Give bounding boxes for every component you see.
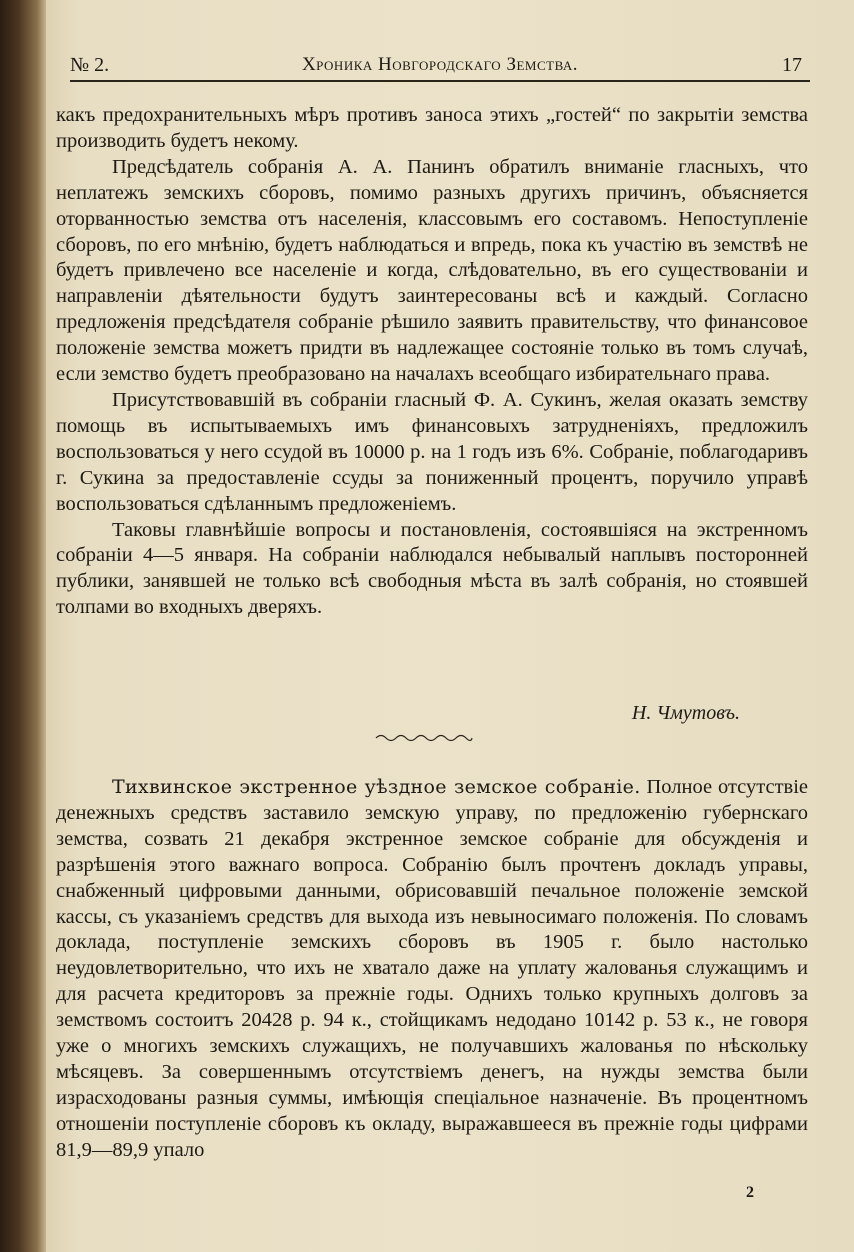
article-tikhvin xyxy=(56,775,808,1164)
section-divider-ornament xyxy=(374,728,474,748)
paragraph: Предсѣдатель собранія А. А. Панинъ обратилъ вниманіе гласныхъ, что неплатежъ земскихъ сборовъ, помимо разныхъ другихъ причинъ, объясняется оторванностью земства отъ населенія, классовымъ его составомъ. Непоступленіе сборовъ, по его мнѣнію, будетъ наблюдаться и впредь, пока къ участію въ земствѣ не будетъ привлечено все населеніе и когда, слѣдовательно, въ его существованіи и направленіи дѣятельности будутъ заинтересованы всѣ и каждый. Согласно предложенія предсѣдателя собраніе рѣшило заявить правительству, что финансовое положеніе земства можетъ придти въ надлежащее состояніе только въ томъ случаѣ, если земство будетъ преобразовано на началахъ всеобщаго избирательнаго права. xyxy=(56,155,808,386)
running-header xyxy=(70,50,810,82)
book-spine-shadow xyxy=(0,0,46,1252)
article-text: Полное отсутствіе денежныхъ средствъ заставило земскую управу, по предложенію губернскаго земства, созвать 21 декабря экстренное земское собраніе для обсужденія и разрѣшенія этого важнаго вопроса. Собранію былъ прочтенъ докладъ управы, снабженный цифровыми данными, обрисовавшій печальное положеніе земской кассы, съ указаніемъ средствъ для выхода изъ невыносимаго положенія. По словамъ доклада, поступленіе земскихъ сборовъ въ 1905 г. было настолько неудовлетворительно, что ихъ не хватало даже на уплату жалованья служащимъ и для расчета кредиторовъ за прежніе годы. Однихъ только крупныхъ долговъ за земствомъ состоитъ 20428 р. 94 к., стойщикамъ недодано 10142 р. 53 к., не говоря уже о многихъ земскихъ служащихъ, не получавшихъ жалованья по нѣскольку мѣсяцевъ. За совершеннымъ отсутствіемъ денегъ, на нужды земства были израсходованы разныя суммы, имѣющія спеціальное назначеніе. Въ процентномъ отношеніи поступленіе сборовъ къ окладу, выражавшееся въ прежніе годы цифрами 81,9—89,9 упало xyxy=(56,776,808,1161)
paragraph xyxy=(56,775,808,1164)
issue-number: № 2. xyxy=(70,54,110,76)
article-heading: Тихвинское экстренное уѣздное земское собраніе. xyxy=(112,776,641,798)
page-number: 17 xyxy=(782,54,802,76)
paragraph: какъ предохранительныхъ мѣръ противъ заноса этихъ „гостей“ по закрытіи земства производить будетъ некому. xyxy=(56,104,808,152)
article-continuation xyxy=(56,103,808,621)
author-signature: Н. Чмутовъ. xyxy=(631,702,740,724)
book-page xyxy=(30,0,854,1252)
paragraph: Таковы главнѣйшіе вопросы и постановленія, состоявшіяся на экстренномъ собраніи 4—5 января. На собраніи наблюдался небывалый наплывъ посторонней публики, занявшей не только всѣ свободныя мѣста въ залѣ собранія, но стоявшей толпами во входныхъ дверяхъ. xyxy=(56,518,808,619)
journal-title: Хроника Новгородскаго Земства. xyxy=(301,54,579,75)
paragraph: Присутствовавшій въ собраніи гласный Ф. А. Сукинъ, желая оказать земству помощь въ испытываемыхъ имъ финансовыхъ затрудненіяхъ, предложилъ воспользоваться у него ссудой въ 10000 р. на 1 годъ изъ 6%. Собраніе, поблагодаривъ г. Сукина за предоставленіе ссуды за пониженный процентъ, поручило управѣ воспользоваться сдѣланнымъ предложеніемъ. xyxy=(56,388,808,515)
signature-mark: 2 xyxy=(746,1184,754,1201)
